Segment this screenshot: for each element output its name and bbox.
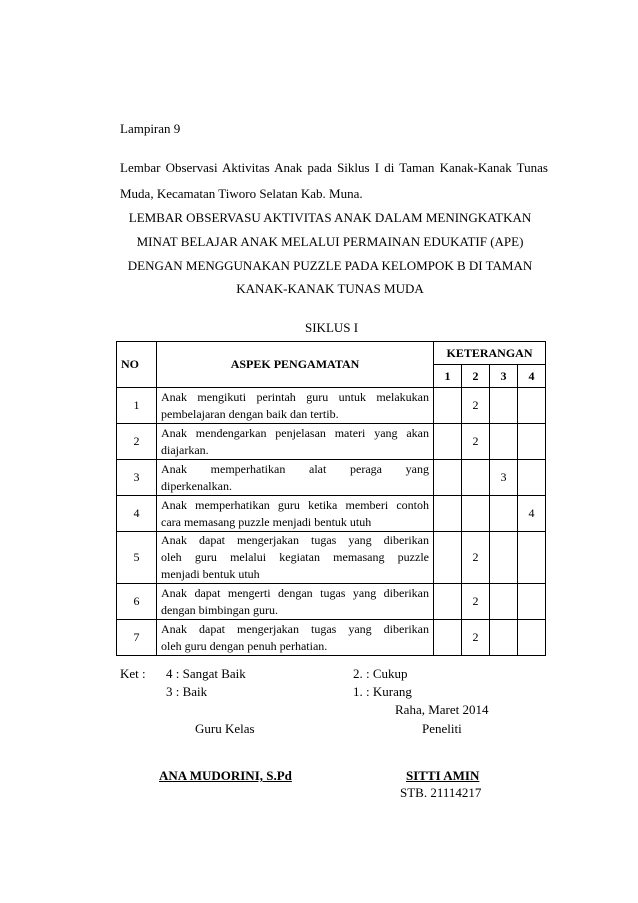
aspek-line: Anak mengikuti perintah guru untuk melakukan	[161, 389, 429, 404]
title-line-4: KANAK-KANAK TUNAS MUDA	[236, 281, 424, 296]
row-score-4	[518, 460, 546, 496]
title-line-3: DENGAN MENGGUNAKAN PUZZLE PADA KELOMPOK B DI TAMAN	[127, 258, 533, 273]
header-score-2: 2	[462, 365, 490, 388]
aspek-line: Anak dapat mengerjakan tugas yang diberikan	[161, 533, 429, 547]
row-score-1	[434, 496, 462, 532]
row-score-2: 2	[462, 620, 490, 656]
row-score-3	[490, 532, 518, 584]
guru-name: ANA MUDORINI, S.Pd	[159, 768, 292, 783]
ket-label: Ket :	[120, 666, 146, 681]
row-number: 3	[117, 460, 157, 496]
header-no: NO	[117, 342, 157, 388]
row-score-1	[434, 460, 462, 496]
row-score-2	[462, 460, 490, 496]
row-score-2: 2	[462, 584, 490, 620]
table-row	[117, 620, 546, 656]
aspek-line: diajarkan.	[161, 442, 209, 457]
observation-table	[116, 341, 546, 656]
row-number: 4	[117, 496, 157, 532]
row-score-3: 3	[490, 460, 518, 496]
aspek-line: Anak mendengarkan penjelasan materi yang akan	[161, 425, 429, 440]
aspek-line: Anak memperhatikan guru ketika memberi contoh	[161, 497, 429, 512]
place-date: Raha, Maret 2014	[395, 702, 489, 717]
aspek-line: oleh guru dengan penuh perhatian.	[161, 638, 328, 653]
row-score-1	[434, 620, 462, 656]
row-number: 1	[117, 388, 157, 424]
row-score-2	[462, 496, 490, 532]
row-score-1	[434, 532, 462, 584]
title-line-2: MINAT BELAJAR ANAK MELALUI PERMAINAN EDUKATIF (APE)	[136, 234, 524, 249]
row-score-4	[518, 424, 546, 460]
aspek-line: pembelajaran dengan baik dan tertib.	[161, 406, 339, 421]
row-number: 5	[117, 532, 157, 584]
table-row	[117, 584, 546, 620]
row-score-4	[518, 532, 546, 584]
row-score-2: 2	[462, 388, 490, 424]
lampiran-label: Lampiran 9	[120, 121, 181, 136]
intro-line-1: Lembar Observasi Aktivitas Anak pada Siklus I di Taman Kanak-Kanak Tunas	[120, 160, 548, 175]
row-aspek	[157, 496, 434, 532]
row-aspek	[157, 460, 434, 496]
row-score-3	[490, 584, 518, 620]
row-score-2: 2	[462, 532, 490, 584]
row-score-1	[434, 388, 462, 424]
aspek-line: Anak memperhatikan alat peraga yang	[161, 461, 429, 476]
table-row	[117, 460, 546, 496]
aspek-line: oleh guru melalui kegiatan memasang puzzle	[161, 550, 429, 564]
row-score-4	[518, 388, 546, 424]
header-aspek: ASPEK PENGAMATAN	[157, 342, 434, 388]
ket-item-1: 1. : Kurang	[353, 684, 412, 699]
row-score-1	[434, 424, 462, 460]
peneliti-stb: STB. 21114217	[400, 785, 482, 800]
intro-line-2: Muda, Kecamatan Tiworo Selatan Kab. Muna.	[120, 186, 363, 201]
row-aspek	[157, 620, 434, 656]
row-score-4	[518, 584, 546, 620]
aspek-line: dengan bimbingan guru.	[161, 602, 278, 617]
table-row	[117, 424, 546, 460]
guru-label: Guru Kelas	[195, 721, 255, 736]
peneliti-label: Peneliti	[422, 721, 462, 736]
table-row	[117, 388, 546, 424]
peneliti-name: SITTI AMIN	[406, 768, 480, 783]
aspek-line: diperkenalkan.	[161, 478, 232, 493]
row-score-3	[490, 496, 518, 532]
row-score-3	[490, 424, 518, 460]
aspek-line: Anak dapat mengerjakan tugas yang diberikan	[161, 621, 429, 636]
table-row	[117, 496, 546, 532]
siklus-heading: SIKLUS I	[305, 320, 359, 335]
row-aspek	[157, 388, 434, 424]
header-score-3: 3	[490, 365, 518, 388]
row-score-3	[490, 388, 518, 424]
title-line-1: LEMBAR OBSERVASU AKTIVITAS ANAK DALAM MENINGKATKAN	[128, 210, 532, 225]
row-aspek	[157, 584, 434, 620]
table-header-row	[117, 342, 546, 365]
aspek-line: menjadi bentuk utuh	[161, 567, 260, 581]
ket-item-3: 3 : Baik	[166, 684, 208, 699]
row-score-4: 4	[518, 496, 546, 532]
row-aspek	[157, 532, 434, 584]
header-score-1: 1	[434, 365, 462, 388]
header-score-4: 4	[518, 365, 546, 388]
table-row	[117, 532, 546, 584]
aspek-line: Anak dapat mengerti dengan tugas yang diberikan	[161, 585, 429, 600]
row-score-1	[434, 584, 462, 620]
row-aspek	[157, 424, 434, 460]
ket-item-4: 4 : Sangat Baik	[166, 666, 246, 681]
header-keterangan: KETERANGAN	[434, 342, 546, 365]
row-score-4	[518, 620, 546, 656]
row-number: 7	[117, 620, 157, 656]
ket-item-2: 2. : Cukup	[353, 666, 408, 681]
row-number: 6	[117, 584, 157, 620]
row-score-2: 2	[462, 424, 490, 460]
row-number: 2	[117, 424, 157, 460]
aspek-line: cara memasang puzzle menjadi bentuk utuh	[161, 514, 372, 529]
row-score-3	[490, 620, 518, 656]
